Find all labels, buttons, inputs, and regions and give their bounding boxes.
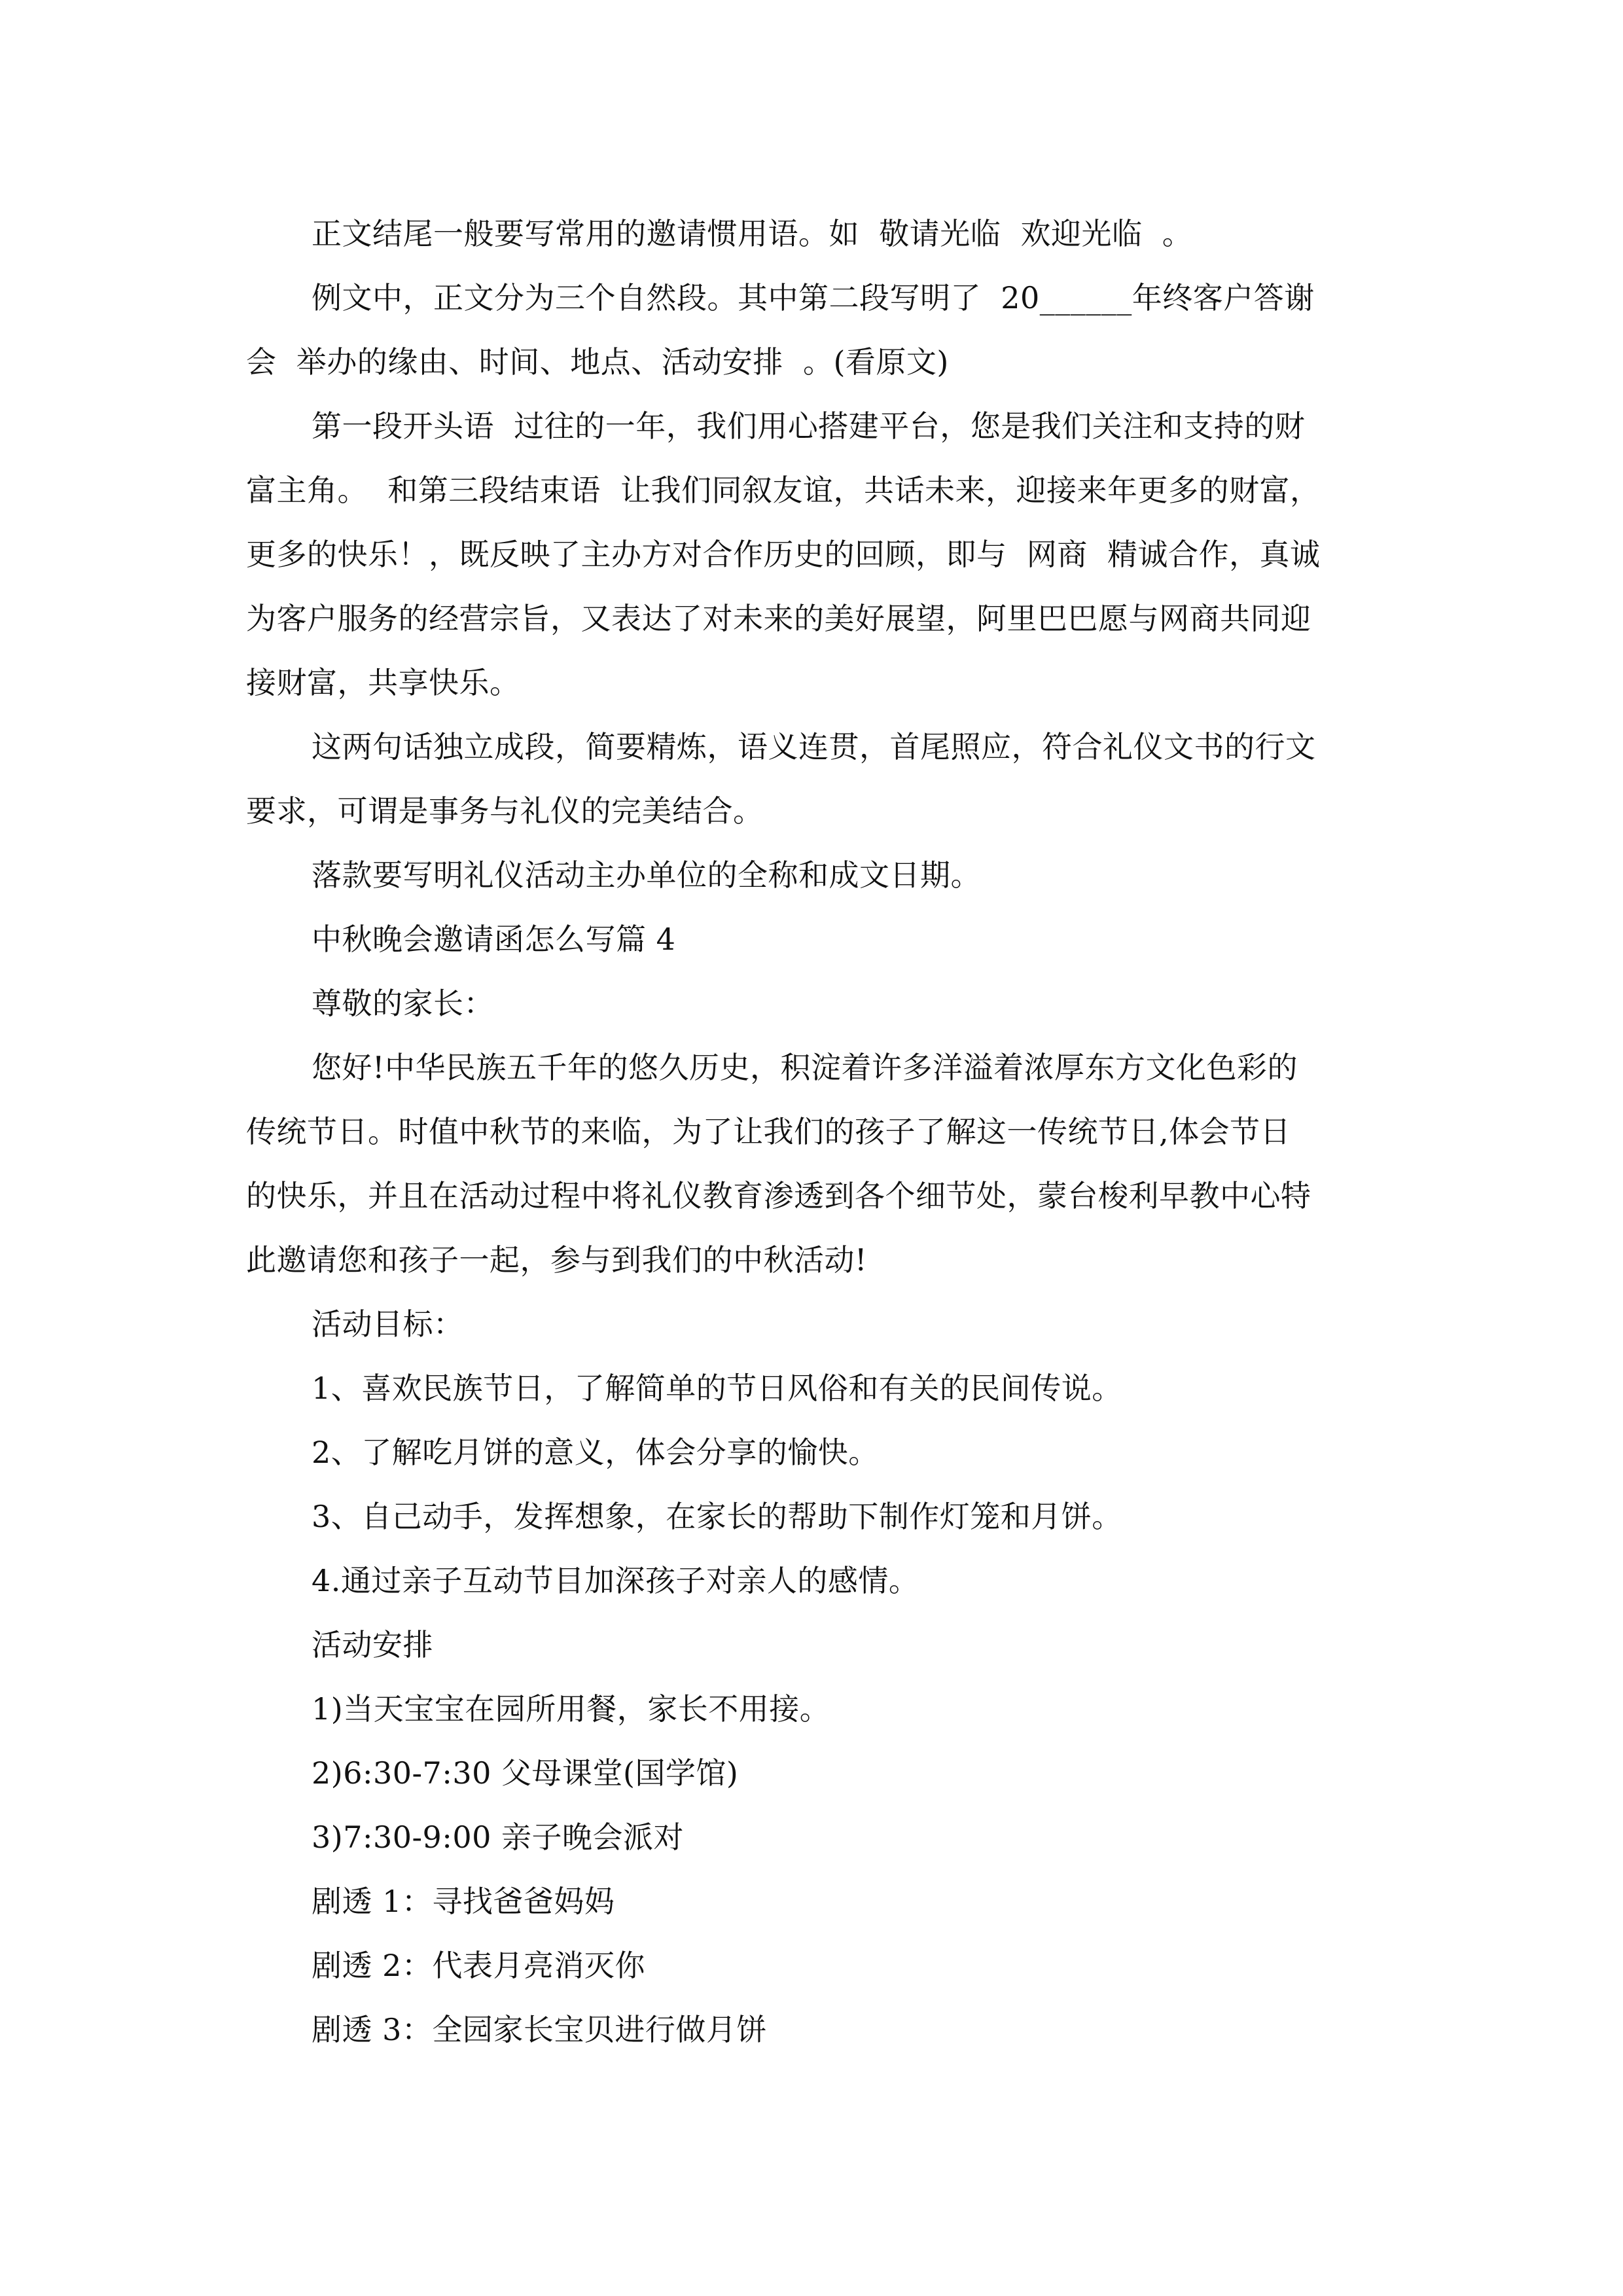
list-item: 2、了解吃月饼的意义，体会分享的愉快。 [312,1435,879,1470]
list-item: 4.通过亲子互动节目加深孩子对亲人的感情。 [312,1563,919,1598]
text-line: 传统节日。时值中秋节的来临，为了让我们的孩子了解这一传统节日,体会节日 [246,1114,1291,1149]
text-line: 例文中，正文分为三个自然段。其中第二段写明了 20______年终客户答谢 [312,280,1315,315]
text-line: 富主角。 和第三段结束语 让我们同叙友谊，共话未来，迎接来年更多的财富， [246,473,1321,508]
salutation: 尊敬的家长： [312,986,494,1021]
subheading: 活动目标： [312,1306,464,1342]
text-line: 的快乐，并且在活动过程中将礼仪教育渗透到各个细节处，蒙台梭利早教中心特 [246,1178,1311,1213]
subheading: 活动安排 [312,1627,433,1662]
text-line: 为客户服务的经营宗旨，又表达了对未来的美好展望，阿里巴巴愿与网商共同迎 [246,601,1311,636]
list-item: 3、自己动手，发挥想象，在家长的帮助下制作灯笼和月饼。 [312,1499,1122,1534]
text-line: 要求，可谓是事务与礼仪的完美结合。 [246,793,764,829]
text-line: 落款要写明礼仪活动主办单位的全称和成文日期。 [312,857,981,893]
text-line: 会 举办的缘由、时间、地点、活动安排 。(看原文) [246,344,949,380]
text-line: 这两句话独立成段，简要精炼，语义连贯，首尾照应，符合礼仪文书的行文 [312,729,1316,764]
list-item: 剧透 1：寻找爸爸妈妈 [312,1884,615,1919]
text-line: 此邀请您和孩子一起，参与到我们的中秋活动! [246,1242,867,1278]
document-body [246,202,1378,2062]
text-line: 第一段开头语 过往的一年，我们用心搭建平台，您是我们关注和支持的财 [312,408,1306,444]
list-item: 1、喜欢民族节日，了解简单的节日风俗和有关的民间传说。 [312,1371,1122,1406]
section-heading: 中秋晚会邀请函怎么写篇 4 [312,922,676,957]
list-item: 2)6:30-7:30 父母课堂(国学馆) [312,1755,739,1791]
list-item: 剧透 3：全园家长宝贝进行做月饼 [312,2012,767,2047]
list-item: 1)当天宝宝在园所用餐，家长不用接。 [312,1691,830,1727]
text-line: 您好!中华民族五千年的悠久历史，积淀着许多洋溢着浓厚东方文化色彩的 [312,1050,1298,1085]
text-line: 正文结尾一般要写常用的邀请惯用语。如 敬请光临 欢迎光临 。 [312,216,1193,251]
text-line: 接财富，共享快乐。 [246,665,520,700]
list-item: 剧透 2：代表月亮消灭你 [312,1948,645,1983]
list-item: 3)7:30-9:00 亲子晚会派对 [312,1820,684,1855]
text-line: 更多的快乐！，既反映了主办方对合作历史的回顾，即与 网商 精诚合作，真诚 [246,537,1321,572]
